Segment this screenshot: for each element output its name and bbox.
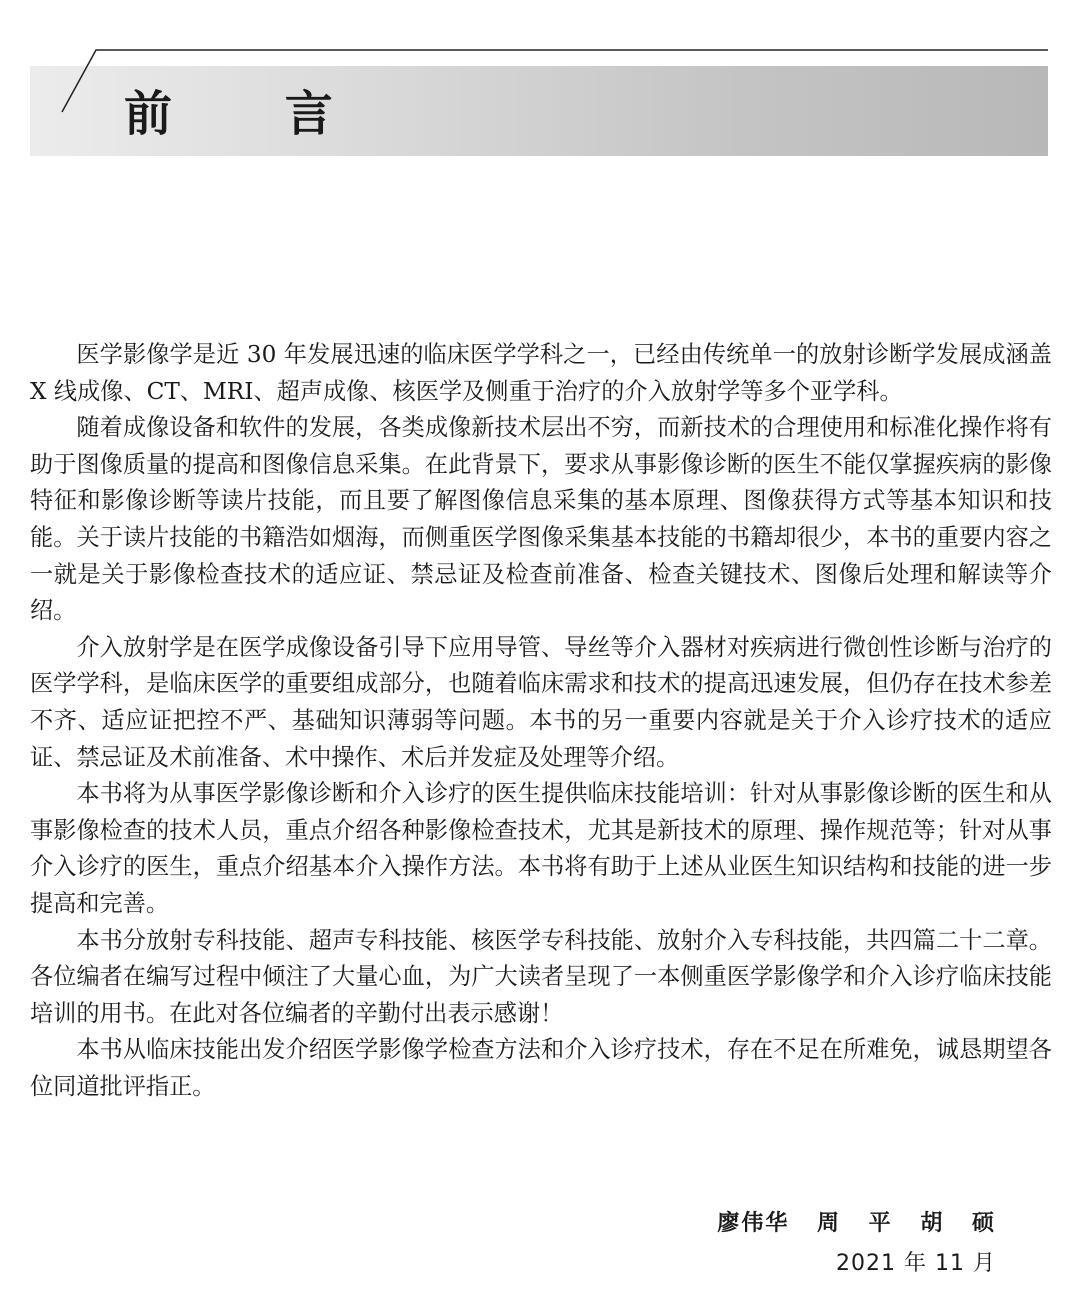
- paragraph: 随着成像设备和软件的发展，各类成像新技术层出不穷，而新技术的合理使用和标准化操作将有助于图像质量的提高和图像信息采集。在此背景下，要求从事影像诊断的医生不能仅掌握疾病的影像特征和影像诊断等读片技能，而且要了解图像信息采集的基本原理、图像获得方式等基本知识和技能。关于读片技能的书籍浩如烟海，而侧重医学图像采集基本技能的书籍却很少，本书的重要内容之一就是关于影像检查技术的适应证、禁忌证及检查前准备、检查关键技术、图像后处理和解读等介绍。: [30, 414, 1052, 625]
- signature-block: [717, 1204, 996, 1284]
- author-names: 廖伟华 周 平 胡 硕: [717, 1211, 996, 1236]
- paragraph: 介入放射学是在医学成像设备引导下应用导管、导丝等介入器材对疾病进行微创性诊断与治疗的医学学科，是临床医学的重要组成部分，也随着临床需求和技术的提高迅速发展，但仍存在技术参差不齐、适应证把控不严、基础知识薄弱等问题。本书的另一重要内容就是关于介入诊疗技术的适应证、禁忌证及术前准备、术中操作、术后并发症及处理等介绍。: [30, 633, 1052, 771]
- page-title: 前 言: [124, 86, 381, 142]
- signature-date: 2021 年 11 月: [836, 1251, 996, 1276]
- paragraph: 本书从临床技能出发介绍医学影像学检查方法和介入诊疗技术，存在不足在所难免，诚恳期望各位同道批评指正。: [30, 1036, 1052, 1100]
- paragraph: 医学影像学是近 30 年发展迅速的临床医学学科之一，已经由传统单一的放射诊断学发展成涵盖 X 线成像、CT、MRI、超声成像、核医学及侧重于治疗的介入放射学等多个亚学科。: [30, 341, 1052, 405]
- preface-body: [30, 337, 1052, 1105]
- paragraph: 本书分放射专科技能、超声专科技能、核医学专科技能、放射介入专科技能，共四篇二十二章。各位编者在编写过程中倾注了大量心血，为广大读者呈现了一本侧重医学影像学和介入诊疗临床技能培训的用书。在此对各位编者的辛勤付出表示感谢！: [30, 926, 1052, 1027]
- paragraph: 本书将为从事医学影像诊断和介入诊疗的医生提供临床技能培训：针对从事影像诊断的医生和从事影像检查的技术人员，重点介绍各种影像检查技术，尤其是新技术的原理、操作规范等；针对从事介入诊疗的医生，重点介绍基本介入操作方法。本书将有助于上述从业医生知识结构和技能的进一步提高和完善。: [30, 780, 1052, 917]
